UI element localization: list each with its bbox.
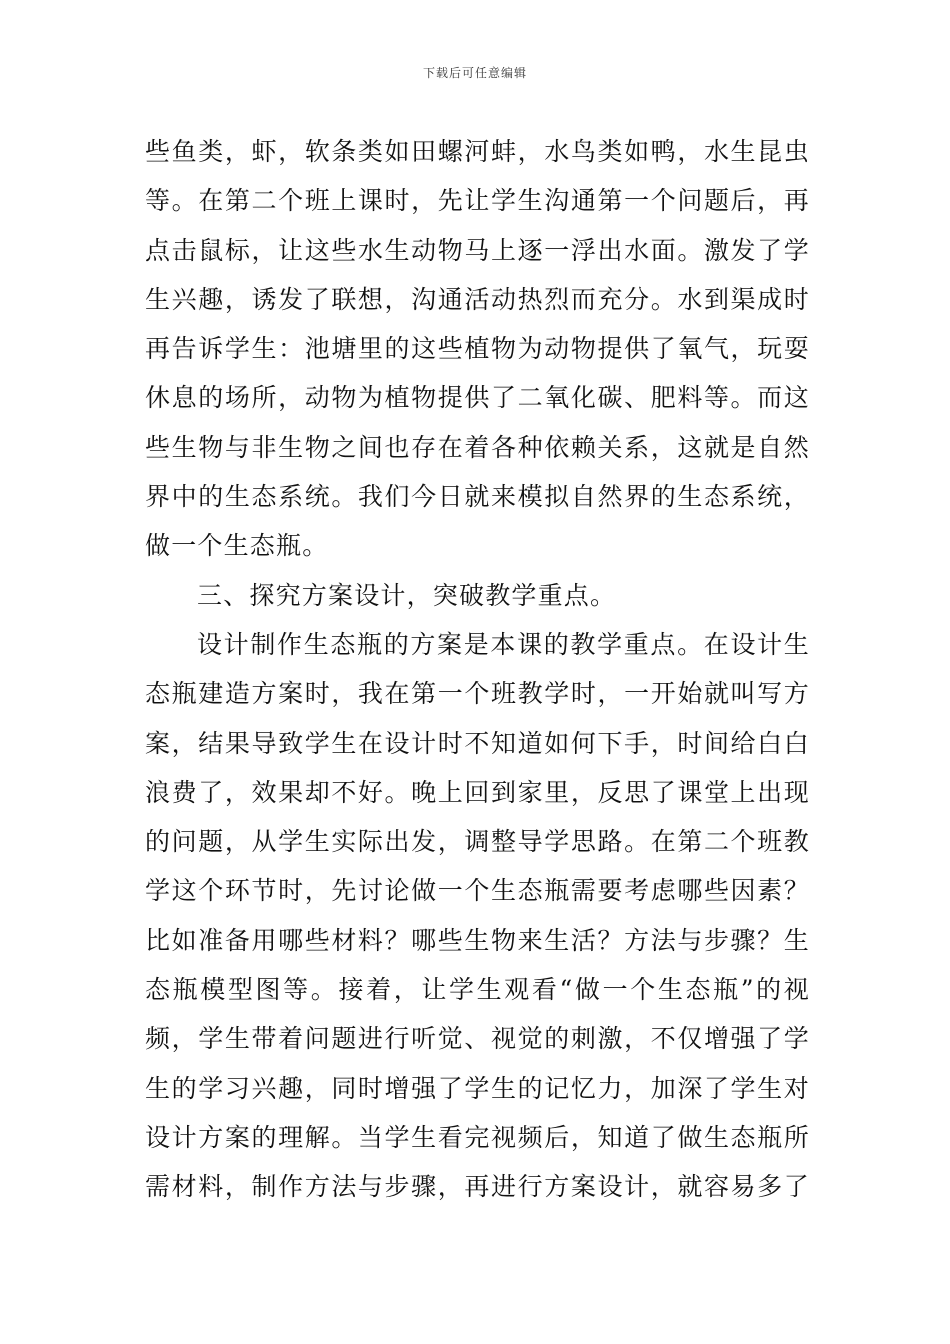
paragraph-line: 设计方案的理解。当学生看完视频后，知道了做生态瓶所 [145,1122,810,1152]
section-heading: 三、探究方案设计，突破教学重点。 [197,580,617,610]
paragraph-line: 设计制作生态瓶的方案是本课的教学重点。在设计生 [197,629,810,659]
paragraph-line: 态瓶模型图等。接着，让学生观看“做一个生态瓶”的视 [145,975,810,1005]
paragraph-line: 态瓶建造方案时，我在第一个班教学时，一开始就叫写方 [145,679,810,709]
paragraph-line: 浪费了，效果却不好。晚上回到家里，反思了课堂上出现 [145,777,810,807]
paragraph-line: 休息的场所，动物为植物提供了二氧化碳、肥料等。而这 [145,383,810,413]
paragraph-line: 生兴趣，诱发了联想，沟通活动热烈而充分。水到渠成时 [145,284,810,314]
paragraph-line: 需材料，制作方法与步骤，再进行方案设计，就容易多了 [145,1172,810,1202]
paragraph-line: 等。在第二个班上课时，先让学生沟通第一个问题后，再 [145,186,810,216]
paragraph-line: 生的学习兴趣，同时增强了学生的记忆力，加深了学生对 [145,1073,810,1103]
document-body [145,127,810,1212]
paragraph-line: 些生物与非生物之间也存在着各种依赖关系，这就是自然 [145,432,810,462]
paragraph-line: 比如准备用哪些材料？哪些生物来生活？方法与步骤？生 [145,925,810,955]
paragraph-line: 些鱼类，虾，软条类如田螺河蚌，水鸟类如鸭，水生昆虫 [145,137,810,166]
paragraph-line: 界中的生态系统。我们今日就来模拟自然界的生态系统， [145,482,810,512]
paragraph-line: 再告诉学生：池塘里的这些植物为动物提供了氧气，玩耍 [145,334,810,364]
paragraph-line: 的问题，从学生实际出发，调整导学思路。在第二个班教 [145,827,810,857]
paragraph-line: 做一个生态瓶。 [145,531,329,561]
paragraph-line: 案，结果导致学生在设计时不知道如何下手，时间给白白 [145,728,810,758]
paragraph-line: 点击鼠标，让这些水生动物马上逐一浮出水面。激发了学 [145,235,810,265]
paragraph-line: 学这个环节时，先讨论做一个生态瓶需要考虑哪些因素？ [145,876,810,906]
paragraph-line: 频，学生带着问题进行听觉、视觉的刺激，不仅增强了学 [145,1024,810,1054]
page-header: 下载后可任意编辑 [422,66,527,80]
